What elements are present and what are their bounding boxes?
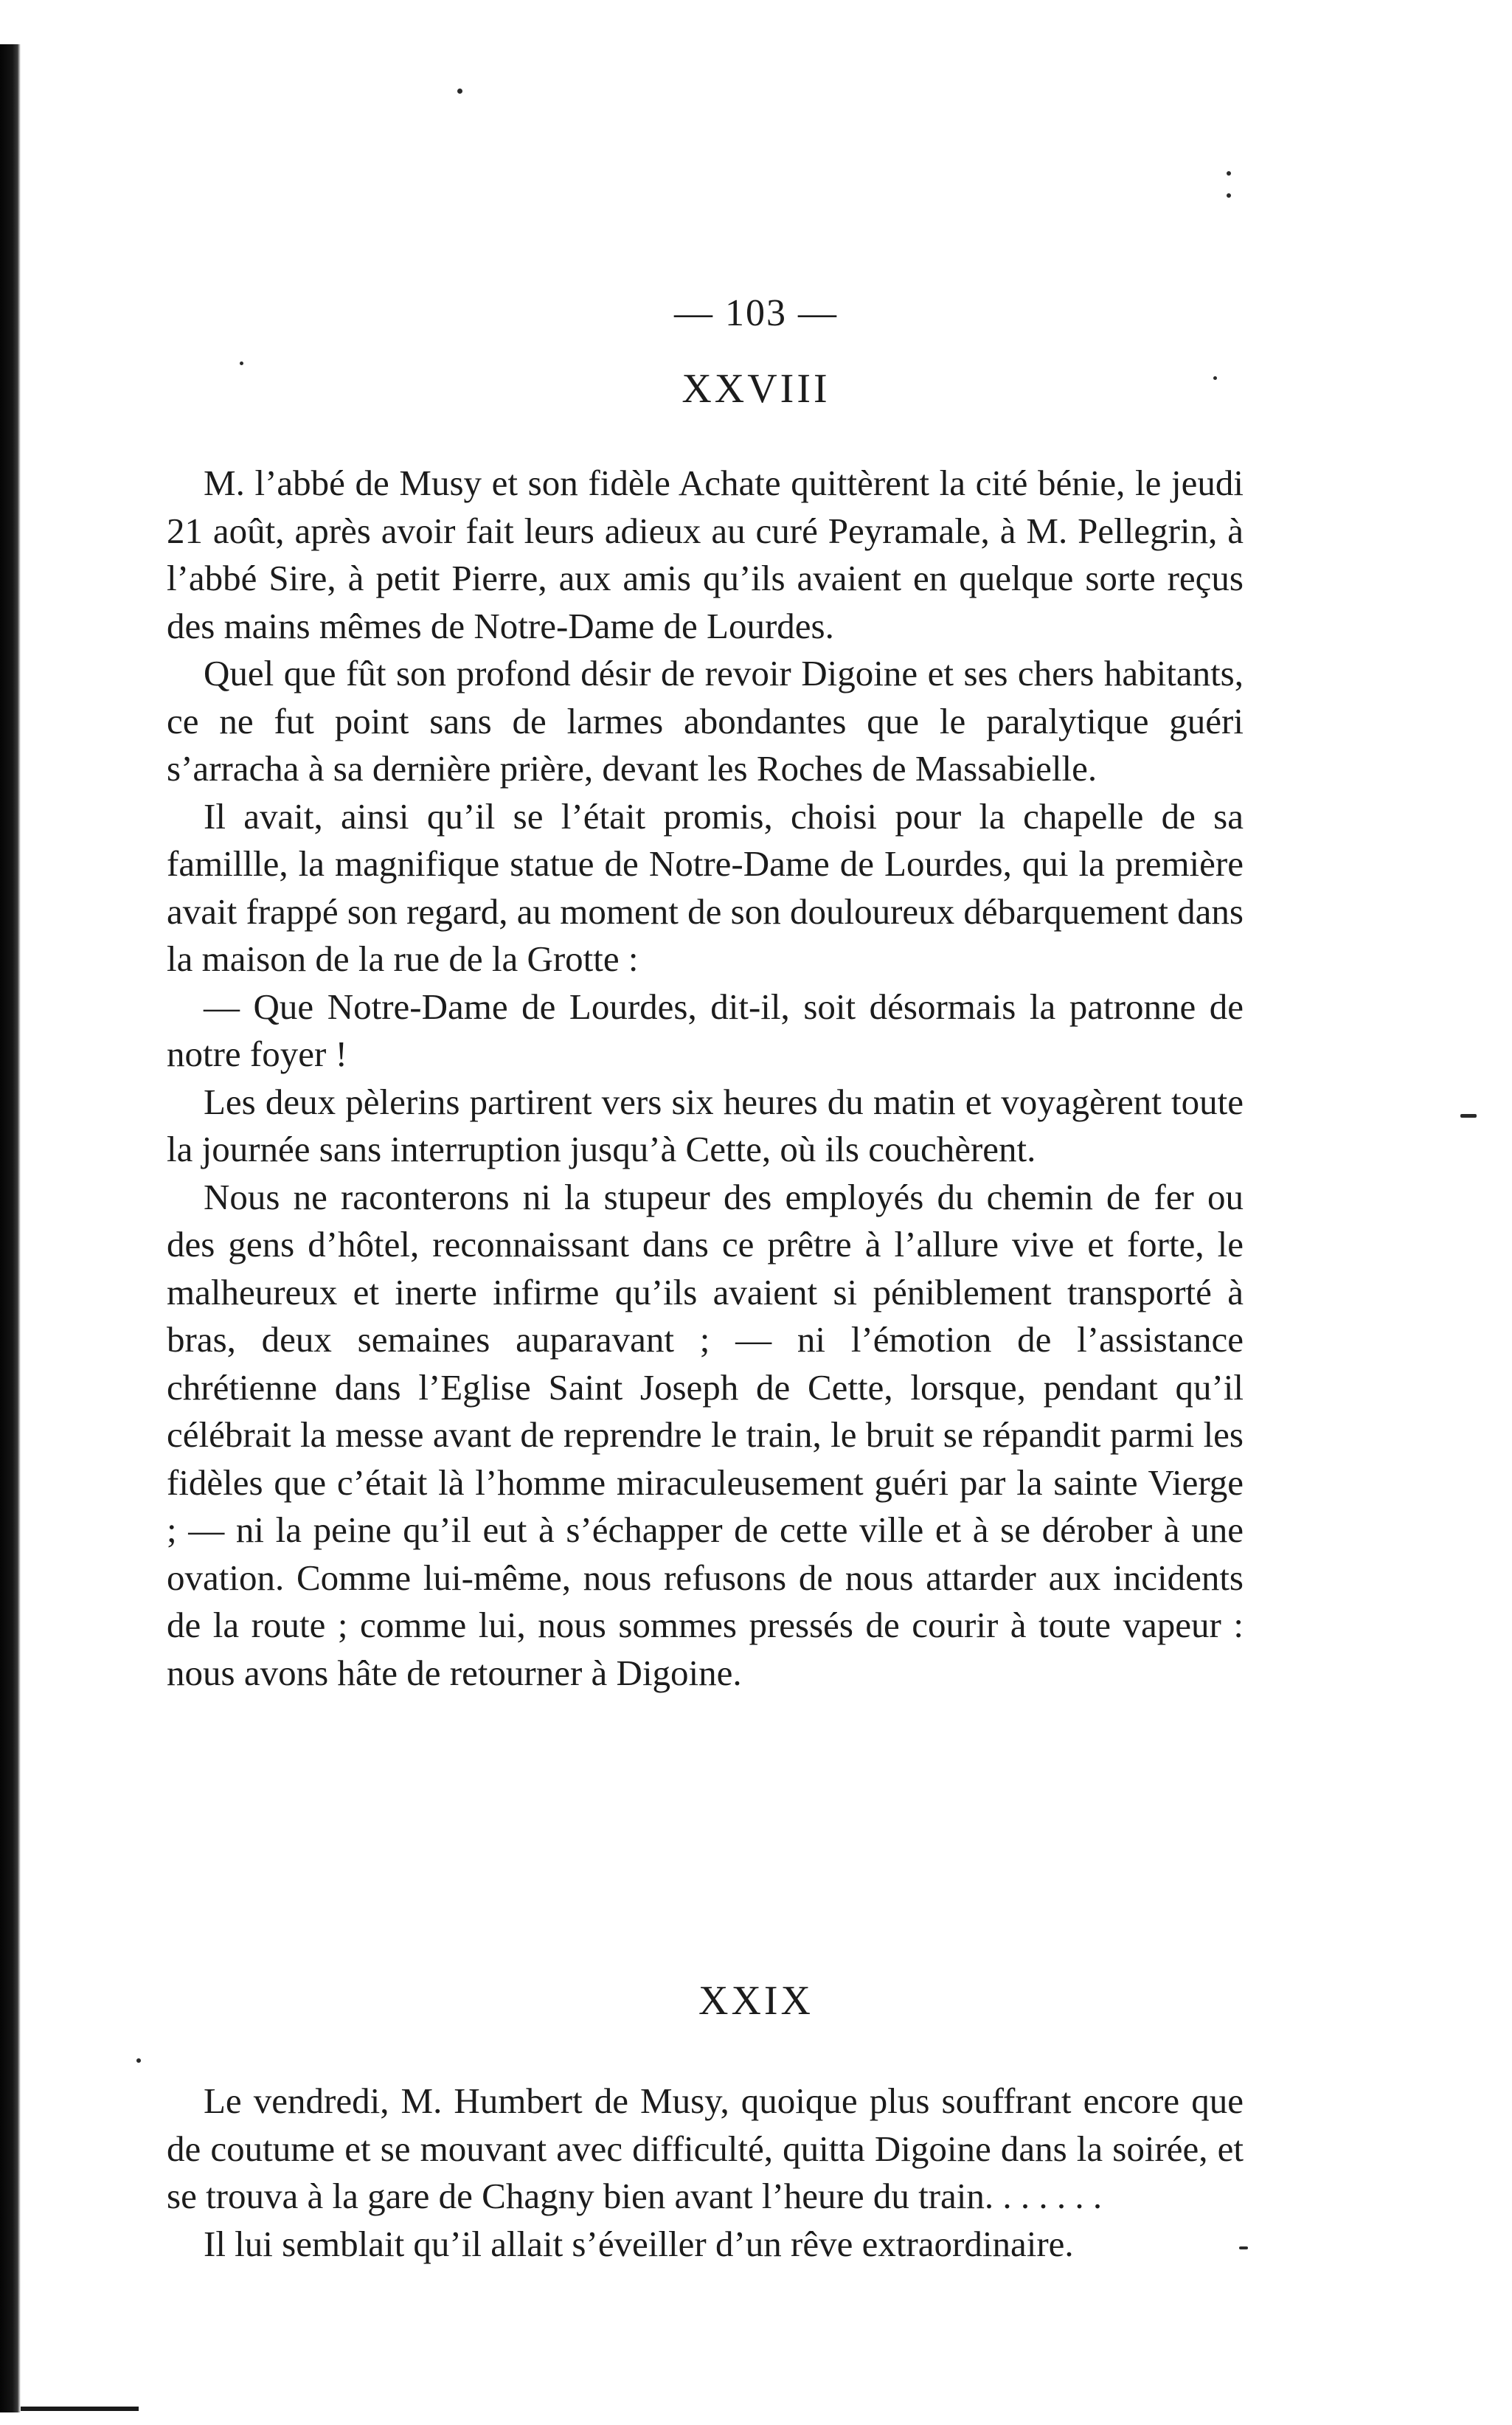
chapter-heading-xxviii: XXVIII	[682, 366, 830, 412]
scan-speck	[240, 361, 243, 365]
paragraph: Il avait, ainsi qu’il se l’était promis, choisi pour la chapelle de sa famillle, la magnifique statue de Notre-Dame de Lourdes, qui la première avait frappé son regard, au moment de son douloureux débarquement dans la maison de la rue de la Grotte :	[167, 795, 1244, 979]
scan-speck	[457, 89, 462, 94]
page-number: — 103 —	[674, 292, 838, 334]
paragraph: Le vendredi, M. Humbert de Musy, quoique plus souffrant encore que de coutume et se mouvant avec difficulté, quitta Digoine dans la soirée, et se trouva à la gare de Chagny bien avant l’heure du train. . . . . . .	[167, 2080, 1244, 2216]
scan-speck	[1460, 1114, 1477, 1118]
scan-speck	[1239, 2246, 1248, 2249]
scan-speck	[1227, 171, 1231, 176]
chapter-xxix-text	[167, 2078, 1244, 2268]
dialogue-paragraph: — Que Notre-Dame de Lourdes, dit-il, soit désormais la patronne de notre foyer !	[167, 986, 1244, 1074]
page-binding-foot	[21, 2407, 139, 2411]
paragraph: Quel que fût son profond désir de revoir Digoine et ses chers habitants, ce ne fut point sans de larmes abondantes que le paralytique guéri s’arracha à sa dernière prière, devant les Roches de Massabielle.	[167, 653, 1244, 789]
scan-speck	[1213, 376, 1217, 380]
paragraph: Les deux pèlerins partirent vers six heures du matin et voyagèrent toute la journée sans interruption jusqu’à Cette, où ils couchèrent.	[167, 1081, 1244, 1169]
paragraph: M. l’abbé de Musy et son fidèle Achate quittèrent la cité bénie, le jeudi 21 août, après avoir fait leurs adieux au curé Peyramale, à M. Pellegrin, à l’abbé Sire, à petit Pierre, aux amis qu’ils avaient en quelque sorte reçus des mains mêmes de Notre-Dame de Lourdes.	[167, 463, 1244, 646]
scan-speck	[1227, 193, 1231, 198]
chapter-heading-xxix: XXIX	[698, 1978, 814, 2024]
chapter-xxviii-text	[167, 460, 1244, 1697]
paragraph: Nous ne raconterons ni la stupeur des employés du chemin de fer ou des gens d’hôtel, reconnaissant dans ce prêtre à l’allure vive et forte, le malheureux et inerte infirme qu’ils avaient si péniblement transporté à bras, deux semaines auparavant ; — ni l’émotion de l’assistance chrétienne dans l’Eglise Saint Joseph de Cette, lorsque, pendant qu’il célébrait la messe avant de reprendre le train, le bruit se répandit parmi les fidèles que c’était là l’homme miraculeusement guéri par la sainte Vierge ; — ni la peine qu’il eut à s’échapper de cette ville et à se dérober à une ovation. Comme lui-même, nous refusons de nous attarder aux incidents de la route ; comme lui, nous sommes pressés de courir à toute vapeur : nous avons hâte de retourner à Digoine.	[167, 1176, 1244, 1693]
scan-speck	[136, 2058, 141, 2063]
paragraph: Il lui semblait qu’il allait s’éveiller d’un rêve extraordinaire.	[204, 2223, 1074, 2264]
